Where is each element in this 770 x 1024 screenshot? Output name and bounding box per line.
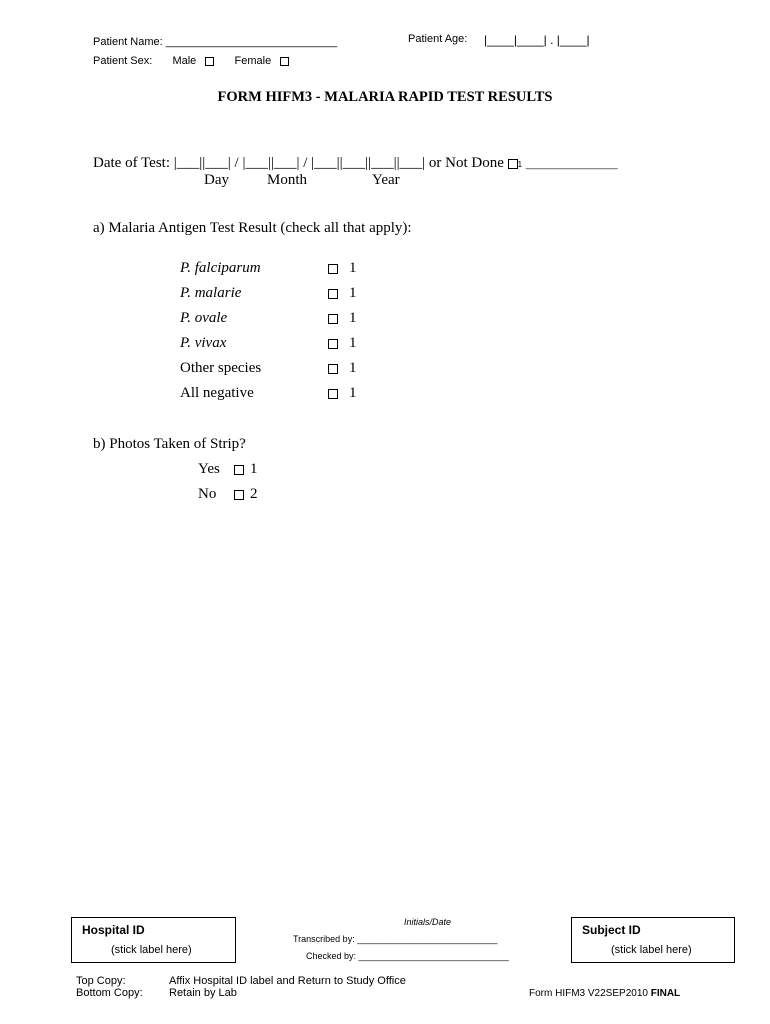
not-done-checkbox[interactable]	[508, 159, 518, 169]
subject-id-box[interactable]	[571, 917, 735, 963]
section-a-heading: a) Malaria Antigen Test Result (check all that apply):	[93, 220, 412, 236]
antigen-checkbox[interactable]	[328, 314, 338, 324]
bottom-copy-label: Bottom Copy:	[76, 987, 143, 999]
male-label: Male	[172, 55, 197, 67]
year-label: Year	[372, 172, 400, 188]
patient-age-field[interactable]: |____|____| . |____|	[484, 33, 590, 47]
antigen-label: P. vivax	[180, 335, 227, 351]
patient-name-row	[93, 36, 337, 48]
no-checkbox[interactable]	[234, 490, 244, 500]
antigen-checkbox[interactable]	[328, 289, 338, 299]
year-field[interactable]: |___||___||___||___|	[311, 155, 426, 171]
day-label: Day	[204, 172, 229, 188]
form-version-text: Form HIFM3 V22SEP2010	[529, 988, 648, 999]
not-done-code: 1	[517, 160, 523, 169]
patient-sex-label: Patient Sex:	[93, 55, 153, 67]
form-title: FORM HIFM3 - MALARIA RAPID TEST RESULTS	[217, 89, 553, 105]
antigen-code: 1	[349, 360, 357, 376]
antigen-label: P. malarie	[180, 285, 242, 301]
patient-age-label: Patient Age:	[408, 33, 468, 45]
transcribed-by-field[interactable]: ____________________________	[357, 934, 498, 944]
checked-by-label: Checked by:	[306, 951, 357, 961]
antigen-code: 1	[349, 260, 357, 276]
patient-name-field[interactable]: ____________________________	[165, 36, 338, 48]
antigen-label: P. falciparum	[180, 260, 261, 276]
patient-name-label: Patient Name:	[93, 36, 163, 48]
yes-code: 1	[250, 461, 258, 477]
antigen-label: All negative	[180, 385, 254, 401]
hospital-id-hint: (stick label here)	[111, 944, 192, 956]
final-label: FINAL	[650, 988, 681, 999]
antigen-label: P. ovale	[180, 310, 228, 326]
subject-id-title: Subject ID	[582, 923, 641, 937]
date-of-test-row	[93, 155, 618, 172]
antigen-label: Other species	[180, 360, 262, 376]
month-label: Month	[267, 172, 308, 188]
antigen-checkbox[interactable]	[328, 339, 338, 349]
checked-by-row	[306, 951, 509, 961]
antigen-code: 1	[349, 285, 357, 301]
not-done-reason-field[interactable]: _______________	[525, 158, 618, 170]
antigen-code: 1	[349, 385, 357, 401]
subject-id-hint: (stick label here)	[611, 944, 692, 956]
antigen-code: 1	[349, 335, 357, 351]
yes-label: Yes	[198, 461, 220, 477]
date-separator: /	[303, 155, 308, 171]
male-checkbox[interactable]	[205, 57, 214, 66]
female-checkbox[interactable]	[280, 57, 289, 66]
form-version	[529, 988, 680, 999]
section-b-heading: b) Photos Taken of Strip?	[93, 436, 246, 452]
female-label: Female	[234, 55, 272, 67]
antigen-checkbox[interactable]	[328, 389, 338, 399]
no-code: 2	[250, 486, 258, 502]
month-field[interactable]: |___||___|	[242, 155, 300, 171]
date-separator: /	[234, 155, 239, 171]
antigen-code: 1	[349, 310, 357, 326]
transcribed-by-label: Transcribed by:	[293, 934, 355, 944]
hospital-id-box[interactable]	[71, 917, 236, 963]
top-copy-text: Affix Hospital ID label and Return to Study Office	[169, 975, 406, 987]
date-of-test-label: Date of Test:	[93, 155, 170, 171]
checked-by-field[interactable]: ______________________________	[358, 951, 509, 961]
no-label: No	[198, 486, 217, 502]
antigen-checkbox[interactable]	[328, 264, 338, 274]
patient-sex-row	[93, 55, 289, 67]
initials-date-label: Initials/Date	[404, 917, 452, 927]
bottom-copy-text: Retain by Lab	[169, 987, 237, 999]
top-copy-label: Top Copy:	[76, 975, 126, 987]
antigen-checkbox[interactable]	[328, 364, 338, 374]
transcribed-by-row	[293, 934, 497, 944]
yes-checkbox[interactable]	[234, 465, 244, 475]
day-field[interactable]: |___||___|	[173, 155, 231, 171]
hospital-id-title: Hospital ID	[82, 923, 145, 937]
or-not-done-label: or Not Done	[428, 155, 504, 171]
